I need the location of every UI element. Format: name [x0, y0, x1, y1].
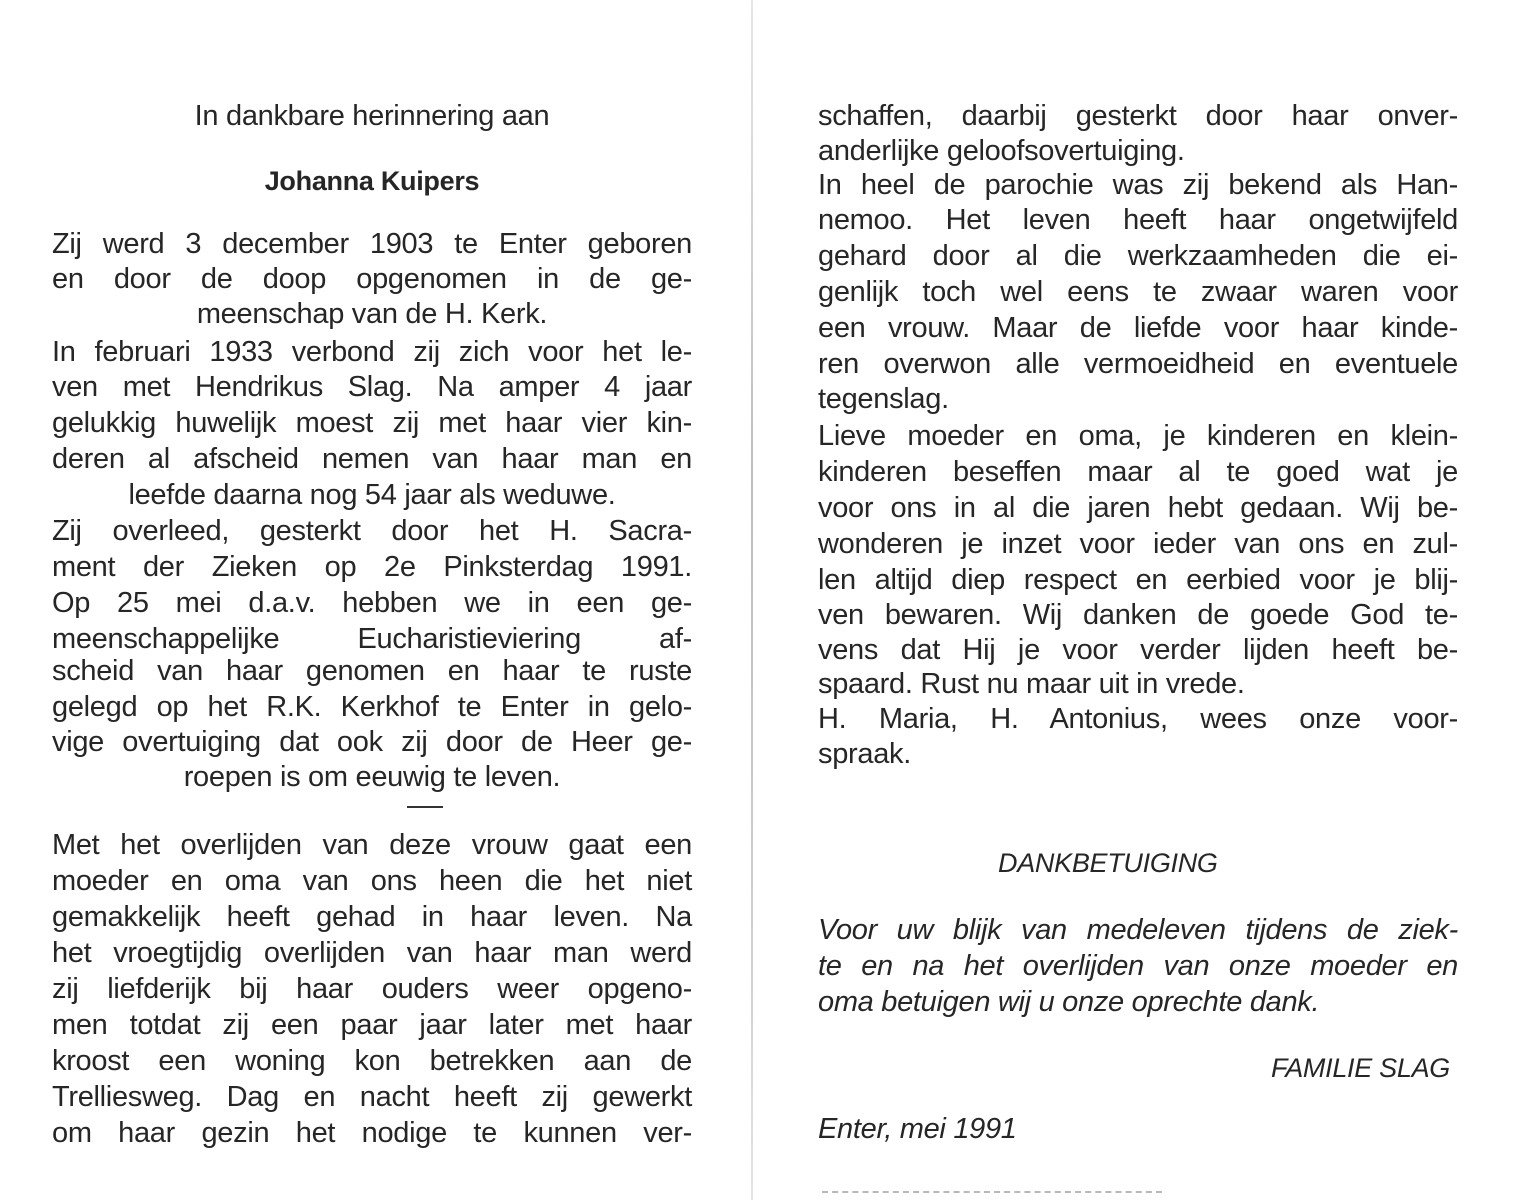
- text-line: schaffen, daarbij gesterkt door haar onver-: [818, 100, 1458, 132]
- text-line: vens dat Hij je voor verder lijden heeft be-: [818, 634, 1458, 666]
- text-line: Met het overlijden van deze vrouw gaat een: [52, 829, 692, 861]
- text-line: Op 25 mei d.a.v. hebben we in een ge-: [52, 587, 692, 619]
- text-line: zij liefderijk bij haar ouders weer opgeno-: [52, 973, 692, 1005]
- text-line: meenschap van de H. Kerk.: [196, 298, 548, 330]
- text-line: voor ons in al die jaren hebt gedaan. Wij be-: [818, 492, 1458, 524]
- place-date: Enter, mei 1991: [818, 1113, 1017, 1145]
- text-line: ven bewaren. Wij danken de goede God te-: [818, 599, 1458, 631]
- text-line: gehard door al die werkzaamheden die ei-: [818, 240, 1458, 272]
- text-line: deren al afscheid nemen van haar man en: [52, 443, 692, 475]
- text-line: nemoo. Het leven heeft haar ongetwijfeld: [818, 204, 1458, 236]
- text-line: kroost een woning kon betrekken aan de: [52, 1045, 692, 1077]
- text-line: gemakkelijk heeft gehad in haar leven. Na: [52, 901, 692, 933]
- text-line: scheid van haar genomen en haar te ruste: [52, 655, 692, 687]
- text-line: het vroegtijdig overlijden van haar man werd: [52, 937, 692, 969]
- text-line: len altijd diep respect en eerbied voor je blij-: [818, 564, 1458, 596]
- remembrance-header: In dankbare herinnering aan: [194, 100, 550, 132]
- text-line: Lieve moeder en oma, je kinderen en klein-: [818, 420, 1458, 452]
- text-line: en door de doop opgenomen in de ge-: [52, 263, 692, 295]
- text-line: een vrouw. Maar de liefde voor haar kinde-: [818, 312, 1458, 344]
- text-line: wonderen je inzet voor ieder van ons en zul-: [818, 528, 1458, 560]
- thanks-line: Voor uw blijk van medeleven tijdens de ziek-: [818, 914, 1458, 946]
- text-line: vige overtuiging dat ook zij door de Heer ge-: [52, 726, 692, 758]
- text-line: men totdat zij een paar jaar later met haar: [52, 1009, 692, 1041]
- text-line: ren overwon alle vermoeidheid en eventuele: [818, 348, 1458, 380]
- text-line: anderlijke geloofsovertuiging.: [818, 135, 1185, 167]
- text-line: roepen is om eeuwig te leven.: [183, 761, 561, 793]
- deceased-name: Johanna Kuipers: [264, 166, 480, 196]
- bottom-dashed-line: [822, 1191, 1162, 1193]
- text-line: gelukkig huwelijk moest zij met haar vier kin-: [52, 407, 692, 439]
- text-line: ment der Zieken op 2e Pinksterdag 1991.: [52, 551, 692, 583]
- text-line: ven met Hendrikus Slag. Na amper 4 jaar: [52, 371, 692, 403]
- text-line: spaard. Rust nu maar uit in vrede.: [818, 668, 1245, 700]
- text-line: spraak.: [818, 738, 911, 770]
- text-line: Zij werd 3 december 1903 te Enter geboren: [52, 228, 692, 260]
- text-line: In februari 1933 verbond zij zich voor het le-: [52, 336, 692, 368]
- text-line: kinderen beseffen maar al te goed wat je: [818, 456, 1458, 488]
- family-signature: FAMILIE SLAG: [1271, 1053, 1450, 1083]
- text-line: meenschappelijke Eucharistieviering af-: [52, 623, 692, 655]
- text-line: gelegd op het R.K. Kerkhof te Enter in gelo-: [52, 691, 692, 723]
- section-divider: [407, 806, 443, 808]
- thanks-line: te en na het overlijden van onze moeder en: [818, 950, 1458, 982]
- text-line: moeder en oma van ons heen die het niet: [52, 865, 692, 897]
- text-line: Trelliesweg. Dag en nacht heeft zij gewerkt: [52, 1081, 692, 1113]
- text-line: Zij overleed, gesterkt door het H. Sacra-: [52, 515, 692, 547]
- text-line: In heel de parochie was zij bekend als Han-: [818, 169, 1458, 201]
- text-line: leefde daarna nog 54 jaar als weduwe.: [128, 479, 616, 511]
- text-line: H. Maria, H. Antonius, wees onze voor-: [818, 703, 1458, 735]
- thanks-title: DANKBETUIGING: [998, 848, 1218, 878]
- text-line: om haar gezin het nodige te kunnen ver-: [52, 1117, 692, 1149]
- card-fold: [751, 0, 753, 1200]
- thanks-line: oma betuigen wij u onze oprechte dank.: [818, 986, 1320, 1018]
- text-line: tegenslag.: [818, 383, 949, 415]
- text-line: genlijk toch wel eens te zwaar waren voor: [818, 276, 1458, 308]
